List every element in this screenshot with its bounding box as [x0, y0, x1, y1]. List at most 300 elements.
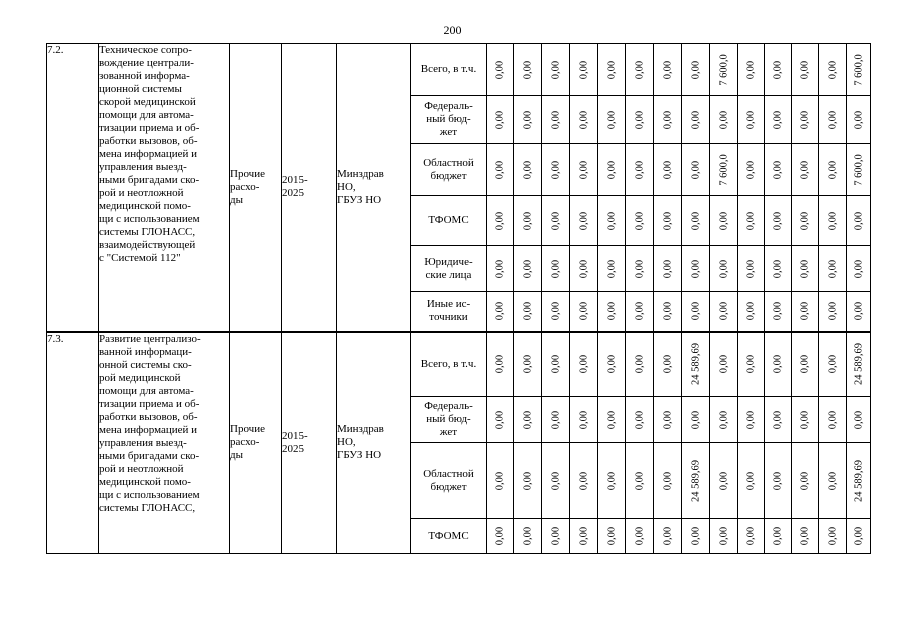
value-text: 7 600,0	[853, 153, 864, 186]
value-cell	[570, 443, 598, 519]
value-cell	[514, 96, 542, 144]
value-text: 0,00	[578, 355, 589, 374]
period-years: 2015- 2025	[282, 332, 337, 554]
value-cell	[710, 397, 738, 443]
value-text: 0,00	[494, 410, 506, 429]
value-cell	[570, 144, 598, 196]
value-text: 0,00	[634, 355, 645, 374]
item-description: Развитие централизо- ванной информаци- онной системы ско- рой медицинской помощи для автома- тизации приема и об- работки вызовов, об- мена информацией и управления выезд- ными бригадами ско- рой и неотложной медицинской помо- щи с использованием системы ГЛОНАСС,	[99, 332, 230, 554]
value-text: 0,00	[772, 302, 784, 321]
value-cell	[847, 519, 871, 554]
funding-source: Иные ис- точники	[411, 292, 487, 332]
value-cell	[792, 443, 819, 519]
value-cell	[514, 397, 542, 443]
value-cell	[626, 44, 654, 96]
funding-source: Федераль- ный бюд- жет	[411, 397, 487, 443]
value-cell	[765, 397, 792, 443]
value-text: 0,00	[634, 526, 645, 546]
value-cell	[792, 44, 819, 96]
value-cell	[710, 519, 738, 554]
value-text: 0,00	[662, 160, 673, 179]
funding-source: ТФОМС	[411, 196, 487, 246]
value-cell	[792, 96, 819, 144]
value-cell	[765, 196, 792, 246]
value-text: 0,00	[690, 110, 701, 129]
budget-table	[46, 43, 871, 554]
value-text: 24 589,69	[853, 459, 864, 502]
value-cell	[847, 292, 871, 332]
value-cell	[819, 44, 847, 96]
value-text: 0,00	[772, 355, 784, 374]
value-text: 0,00	[718, 110, 729, 129]
value-text: 0,00	[799, 410, 811, 429]
value-cell	[738, 246, 765, 292]
value-cell	[570, 196, 598, 246]
value-cell	[487, 397, 514, 443]
value-cell	[682, 332, 710, 397]
value-text: 0,00	[522, 60, 533, 79]
value-text: 0,00	[853, 410, 864, 429]
value-text: 0,00	[745, 526, 757, 546]
value-text: 0,00	[634, 110, 645, 129]
value-text: 24 589,69	[690, 459, 701, 502]
value-text: 0,00	[522, 526, 533, 546]
value-cell	[514, 144, 542, 196]
value-text: 0,00	[550, 211, 561, 230]
value-text: 0,00	[606, 259, 617, 278]
value-text: 24 589,69	[853, 343, 864, 386]
value-cell	[570, 292, 598, 332]
value-cell	[792, 332, 819, 397]
value-cell	[598, 196, 626, 246]
value-text: 0,00	[634, 302, 645, 321]
value-cell	[570, 96, 598, 144]
value-text: 0,00	[662, 471, 673, 490]
value-cell	[487, 144, 514, 196]
value-text: 0,00	[799, 355, 811, 374]
value-cell	[487, 44, 514, 96]
value-text: 0,00	[550, 259, 561, 278]
value-cell	[487, 519, 514, 554]
value-text: 0,00	[799, 302, 811, 321]
value-cell	[847, 196, 871, 246]
value-text: 0,00	[662, 526, 673, 546]
value-cell	[570, 397, 598, 443]
value-text: 0,00	[606, 60, 617, 79]
value-cell	[682, 397, 710, 443]
value-cell	[792, 292, 819, 332]
value-cell	[514, 332, 542, 397]
value-cell	[654, 246, 682, 292]
value-text: 0,00	[550, 302, 561, 321]
value-cell	[738, 443, 765, 519]
value-text: 0,00	[827, 259, 838, 278]
value-text: 0,00	[550, 355, 561, 374]
value-cell	[654, 519, 682, 554]
value-text: 0,00	[522, 355, 533, 374]
value-cell	[710, 292, 738, 332]
value-cell	[598, 443, 626, 519]
value-cell	[738, 144, 765, 196]
value-cell	[682, 44, 710, 96]
value-text: 0,00	[494, 60, 506, 79]
item-number: 7.3.	[47, 332, 99, 554]
value-cell	[792, 196, 819, 246]
value-text: 0,00	[578, 526, 589, 546]
value-cell	[682, 519, 710, 554]
expense-category: Прочие расхо- ды	[230, 44, 282, 332]
value-cell	[598, 292, 626, 332]
value-text: 0,00	[690, 160, 701, 179]
value-cell	[765, 292, 792, 332]
value-cell	[570, 246, 598, 292]
value-text: 0,00	[550, 526, 561, 546]
value-cell	[682, 144, 710, 196]
value-cell	[819, 519, 847, 554]
funding-source: Всего, в т.ч.	[411, 332, 487, 397]
value-text: 0,00	[853, 526, 864, 546]
value-cell	[542, 519, 570, 554]
value-cell	[542, 397, 570, 443]
value-text: 0,00	[690, 211, 701, 230]
value-text: 0,00	[718, 355, 729, 374]
value-text: 0,00	[550, 110, 561, 129]
value-text: 0,00	[606, 526, 617, 546]
value-cell	[542, 246, 570, 292]
value-cell	[682, 96, 710, 144]
value-text: 0,00	[690, 526, 701, 546]
value-text: 0,00	[634, 259, 645, 278]
value-text: 0,00	[634, 60, 645, 79]
value-text: 0,00	[606, 410, 617, 429]
value-text: 0,00	[827, 410, 838, 429]
value-cell	[738, 519, 765, 554]
value-text: 0,00	[745, 160, 757, 179]
value-text: 0,00	[853, 302, 864, 321]
value-cell	[738, 292, 765, 332]
item-description: Техническое сопро- вождение централи- зованной информа- ционной системы скорой медицинской помощи для автома- тизации приема и об- работки вызовов, об- мена информацией и управления выезд- ными бригадами ско- рой и неотложной медицинской помо- щи с использованием системы ГЛОНАСС, взаимодействующей с "Системой 112"	[99, 44, 230, 332]
value-text: 0,00	[494, 211, 506, 230]
funding-source: Областной бюджет	[411, 144, 487, 196]
period-years: 2015- 2025	[282, 44, 337, 332]
value-text: 0,00	[827, 471, 838, 490]
value-text: 0,00	[799, 110, 811, 129]
value-text: 0,00	[772, 259, 784, 278]
value-text: 0,00	[494, 471, 506, 490]
value-cell	[710, 144, 738, 196]
value-text: 0,00	[662, 110, 673, 129]
value-cell	[738, 96, 765, 144]
value-text: 0,00	[550, 160, 561, 179]
value-cell	[598, 332, 626, 397]
value-text: 0,00	[827, 526, 838, 546]
value-cell	[847, 96, 871, 144]
value-cell	[765, 246, 792, 292]
value-cell	[626, 332, 654, 397]
value-text: 0,00	[745, 355, 757, 374]
value-cell	[514, 44, 542, 96]
value-cell	[598, 44, 626, 96]
value-cell	[626, 519, 654, 554]
table-row	[47, 332, 871, 397]
executor: Минздрав НО, ГБУЗ НО	[337, 332, 411, 554]
value-text: 0,00	[718, 526, 729, 546]
value-cell	[792, 246, 819, 292]
value-text: 24 589,69	[690, 343, 701, 386]
value-cell	[765, 144, 792, 196]
value-cell	[514, 519, 542, 554]
executor: Минздрав НО, ГБУЗ НО	[337, 44, 411, 332]
value-text: 0,00	[718, 259, 729, 278]
value-cell	[514, 246, 542, 292]
value-cell	[598, 519, 626, 554]
value-cell	[765, 519, 792, 554]
value-cell	[710, 246, 738, 292]
value-text: 0,00	[522, 110, 533, 129]
value-text: 0,00	[494, 302, 506, 321]
value-cell	[738, 196, 765, 246]
value-text: 0,00	[550, 410, 561, 429]
page-number: 200	[443, 23, 462, 37]
value-cell	[487, 443, 514, 519]
value-cell	[819, 144, 847, 196]
item-number: 7.2.	[47, 44, 99, 332]
funding-source: Юридиче- ские лица	[411, 246, 487, 292]
value-text: 0,00	[799, 211, 811, 230]
value-text: 0,00	[745, 211, 757, 230]
value-cell	[654, 96, 682, 144]
value-cell	[682, 443, 710, 519]
value-cell	[792, 397, 819, 443]
value-cell	[710, 96, 738, 144]
value-text: 0,00	[578, 211, 589, 230]
value-text: 0,00	[772, 211, 784, 230]
value-cell	[847, 443, 871, 519]
value-cell	[819, 96, 847, 144]
value-cell	[847, 246, 871, 292]
value-text: 0,00	[827, 110, 838, 129]
value-text: 0,00	[634, 160, 645, 179]
value-text: 0,00	[494, 110, 506, 129]
value-text: 0,00	[606, 355, 617, 374]
value-cell	[765, 44, 792, 96]
funding-source: Всего, в т.ч.	[411, 44, 487, 96]
value-text: 0,00	[772, 410, 784, 429]
value-cell	[598, 397, 626, 443]
value-text: 0,00	[522, 410, 533, 429]
value-text: 0,00	[799, 60, 811, 79]
funding-source: ТФОМС	[411, 519, 487, 554]
value-cell	[570, 332, 598, 397]
value-cell	[542, 196, 570, 246]
value-text: 0,00	[853, 110, 864, 129]
value-cell	[765, 96, 792, 144]
value-cell	[738, 397, 765, 443]
value-text: 0,00	[718, 211, 729, 230]
value-text: 0,00	[662, 211, 673, 230]
value-cell	[542, 292, 570, 332]
value-text: 0,00	[690, 410, 701, 429]
value-text: 0,00	[522, 259, 533, 278]
value-text: 0,00	[606, 302, 617, 321]
value-text: 0,00	[578, 259, 589, 278]
value-text: 0,00	[745, 110, 757, 129]
value-text: 0,00	[772, 60, 784, 79]
value-cell	[626, 96, 654, 144]
value-text: 0,00	[772, 160, 784, 179]
value-text: 0,00	[578, 60, 589, 79]
value-text: 0,00	[745, 471, 757, 490]
value-cell	[654, 332, 682, 397]
value-text: 0,00	[799, 471, 811, 490]
value-text: 0,00	[745, 302, 757, 321]
value-cell	[654, 397, 682, 443]
value-cell	[654, 292, 682, 332]
value-text: 0,00	[522, 302, 533, 321]
value-text: 0,00	[494, 526, 506, 546]
value-cell	[514, 292, 542, 332]
value-text: 0,00	[494, 355, 506, 374]
value-text: 0,00	[799, 160, 811, 179]
value-text: 0,00	[662, 259, 673, 278]
value-cell	[710, 44, 738, 96]
value-text: 0,00	[606, 211, 617, 230]
table-row	[47, 44, 871, 96]
value-cell	[765, 443, 792, 519]
value-cell	[710, 443, 738, 519]
value-cell	[819, 196, 847, 246]
value-text: 0,00	[662, 355, 673, 374]
value-text: 0,00	[853, 211, 864, 230]
value-text: 0,00	[578, 302, 589, 321]
value-cell	[847, 332, 871, 397]
value-cell	[626, 246, 654, 292]
value-cell	[847, 144, 871, 196]
value-cell	[487, 332, 514, 397]
value-cell	[514, 443, 542, 519]
value-cell	[738, 44, 765, 96]
value-text: 0,00	[522, 211, 533, 230]
value-text: 0,00	[690, 302, 701, 321]
value-text: 0,00	[494, 160, 506, 179]
funding-source: Областной бюджет	[411, 443, 487, 519]
value-text: 0,00	[853, 259, 864, 278]
value-cell	[654, 196, 682, 246]
value-cell	[654, 44, 682, 96]
value-cell	[710, 196, 738, 246]
value-cell	[819, 246, 847, 292]
value-text: 0,00	[772, 471, 784, 490]
value-cell	[792, 144, 819, 196]
value-text: 0,00	[606, 110, 617, 129]
value-text: 0,00	[827, 160, 838, 179]
value-cell	[819, 443, 847, 519]
value-text: 0,00	[494, 259, 506, 278]
value-text: 0,00	[550, 471, 561, 490]
value-text: 7 600,0	[718, 53, 729, 86]
value-cell	[819, 332, 847, 397]
value-cell	[626, 443, 654, 519]
value-cell	[654, 443, 682, 519]
value-text: 0,00	[634, 471, 645, 490]
value-text: 0,00	[606, 160, 617, 179]
funding-source: Федераль- ный бюд- жет	[411, 96, 487, 144]
value-text: 0,00	[662, 60, 673, 79]
value-cell	[570, 44, 598, 96]
value-cell	[682, 196, 710, 246]
value-text: 0,00	[690, 60, 701, 79]
value-text: 0,00	[745, 259, 757, 278]
value-cell	[487, 196, 514, 246]
value-cell	[819, 292, 847, 332]
value-cell	[765, 332, 792, 397]
value-text: 7 600,0	[853, 53, 864, 86]
value-text: 0,00	[827, 355, 838, 374]
value-text: 0,00	[718, 410, 729, 429]
value-cell	[542, 44, 570, 96]
value-cell	[654, 144, 682, 196]
value-text: 0,00	[634, 211, 645, 230]
value-cell	[598, 96, 626, 144]
value-text: 0,00	[745, 60, 757, 79]
value-cell	[792, 519, 819, 554]
value-cell	[514, 196, 542, 246]
value-cell	[710, 332, 738, 397]
value-text: 0,00	[772, 526, 784, 546]
value-text: 0,00	[578, 410, 589, 429]
value-text: 7 600,0	[718, 153, 729, 186]
value-text: 0,00	[634, 410, 645, 429]
value-text: 0,00	[827, 302, 838, 321]
value-text: 0,00	[799, 526, 811, 546]
value-text: 0,00	[662, 302, 673, 321]
value-cell	[682, 292, 710, 332]
value-cell	[598, 246, 626, 292]
value-text: 0,00	[772, 110, 784, 129]
value-text: 0,00	[745, 410, 757, 429]
value-cell	[847, 397, 871, 443]
value-cell	[570, 519, 598, 554]
value-text: 0,00	[662, 410, 673, 429]
value-cell	[847, 44, 871, 96]
value-text: 0,00	[606, 471, 617, 490]
value-cell	[487, 292, 514, 332]
value-text: 0,00	[578, 471, 589, 490]
value-text: 0,00	[827, 60, 838, 79]
value-text: 0,00	[799, 259, 811, 278]
value-cell	[682, 246, 710, 292]
value-cell	[626, 144, 654, 196]
expense-category: Прочие расхо- ды	[230, 332, 282, 554]
value-cell	[542, 96, 570, 144]
value-text: 0,00	[718, 302, 729, 321]
value-text: 0,00	[522, 160, 533, 179]
value-cell	[487, 246, 514, 292]
value-cell	[626, 292, 654, 332]
value-cell	[487, 96, 514, 144]
value-cell	[542, 332, 570, 397]
value-text: 0,00	[522, 471, 533, 490]
value-text: 0,00	[578, 110, 589, 129]
value-text: 0,00	[718, 471, 729, 490]
value-text: 0,00	[827, 211, 838, 230]
value-text: 0,00	[578, 160, 589, 179]
value-cell	[626, 196, 654, 246]
value-text: 0,00	[550, 60, 561, 79]
value-text: 0,00	[690, 259, 701, 278]
value-cell	[598, 144, 626, 196]
value-cell	[626, 397, 654, 443]
